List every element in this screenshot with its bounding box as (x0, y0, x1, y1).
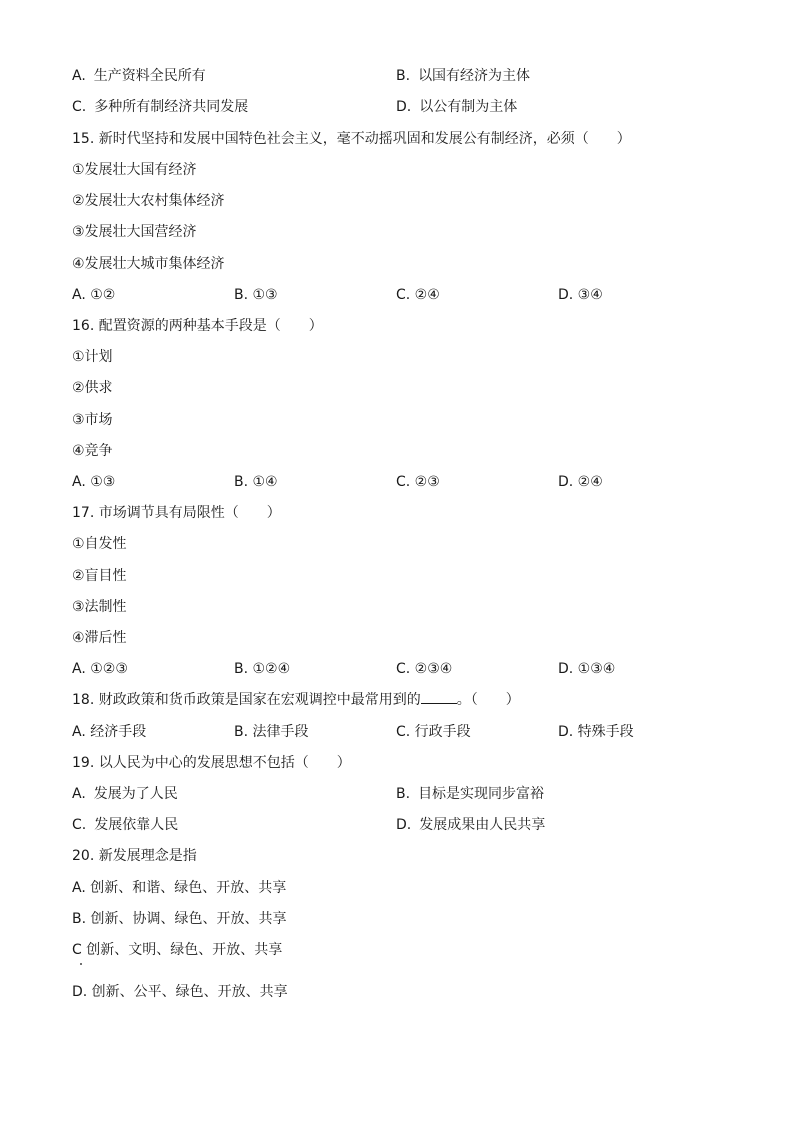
option-label: C. (72, 99, 87, 115)
stray-dot (80, 963, 82, 965)
q20-option-a: A. 创新、和谐、绿色、开放、共享 (72, 880, 287, 896)
option-label: D. (396, 817, 412, 833)
q19-option-c (72, 816, 178, 834)
q14-option-c (72, 98, 248, 116)
q17-option-d: D. ①③④ (558, 661, 616, 677)
q16-statement-2: ②供求 (72, 380, 113, 396)
q17-statement-4: ④滞后性 (72, 630, 127, 646)
option-text: 发展依靠人民 (94, 817, 179, 833)
q16-option-a: A. ①③ (72, 474, 116, 490)
q18-stem-text: 18. 财政政策和货币政策是国家在宏观调控中最常用到的 (72, 692, 421, 708)
option-label: B. (396, 786, 411, 802)
q20-option-c: C 创新、文明、绿色、开放、共享 (72, 942, 283, 958)
q18-stem-tail: 。（ ） (456, 692, 520, 708)
q18-option-b: B. 法律手段 (234, 724, 309, 740)
q15-statement-3: ③发展壮大国营经济 (72, 224, 197, 240)
q16-option-d: D. ②④ (558, 474, 603, 490)
q16-statement-4: ④竞争 (72, 443, 113, 459)
option-label: B. (396, 68, 411, 84)
q18-option-a: A. 经济手段 (72, 724, 147, 740)
q17-option-a: A. ①②③ (72, 661, 128, 677)
option-text: 目标是实现同步富裕 (418, 786, 545, 802)
option-text: 生产资料全民所有 (93, 68, 206, 84)
q14-option-b (396, 67, 530, 85)
q17-statement-1: ①自发性 (72, 536, 127, 552)
q17-statement-3: ③法制性 (72, 599, 127, 615)
q14-option-a (72, 67, 206, 85)
option-label: A. (72, 786, 86, 802)
q15-option-d: D. ③④ (558, 287, 603, 303)
answer-blank (421, 691, 457, 704)
q20-stem: 20. 新发展理念是指 (72, 848, 197, 864)
option-text: 发展成果由人民共享 (419, 817, 546, 833)
q16-stem: 16. 配置资源的两种基本手段是（ ） (72, 318, 323, 334)
q19-option-d (396, 816, 545, 834)
option-text: 多种所有制经济共同发展 (94, 99, 249, 115)
q17-option-c: C. ②③④ (396, 661, 453, 677)
q16-option-b: B. ①④ (234, 474, 278, 490)
q15-statement-2: ②发展壮大农村集体经济 (72, 193, 225, 209)
q19-stem: 19. 以人民为中心的发展思想不包括（ ） (72, 755, 351, 771)
q19-option-b (396, 785, 544, 803)
q15-statement-1: ①发展壮大国有经济 (72, 162, 197, 178)
q15-stem: 15. 新时代坚持和发展中国特色社会主义，毫不动摇巩固和发展公有制经济，必须（ ） (72, 131, 631, 147)
q17-option-b: B. ①②④ (234, 661, 291, 677)
q17-stem: 17. 市场调节具有局限性（ ） (72, 505, 281, 521)
q20-option-b: B. 创新、协调、绿色、开放、共享 (72, 911, 287, 927)
q14-option-d (396, 98, 517, 116)
option-label: C. (72, 817, 87, 833)
q20-option-d: D. 创新、公平、绿色、开放、共享 (72, 984, 288, 1000)
q15-option-c: C. ②④ (396, 287, 440, 303)
q18-option-d: D. 特殊手段 (558, 724, 634, 740)
q15-option-b: B. ①③ (234, 287, 278, 303)
q16-statement-3: ③市场 (72, 412, 113, 428)
q18-stem (72, 691, 520, 709)
q17-statement-2: ②盲目性 (72, 568, 127, 584)
q16-option-c: C. ②③ (396, 474, 440, 490)
q15-statement-4: ④发展壮大城市集体经济 (72, 256, 225, 272)
q19-option-a (72, 785, 178, 803)
option-label: D. (396, 99, 412, 115)
q18-option-c: C. 行政手段 (396, 724, 471, 740)
option-text: 发展为了人民 (93, 786, 178, 802)
option-text: 以国有经济为主体 (418, 68, 531, 84)
option-label: A. (72, 68, 86, 84)
option-text: 以公有制为主体 (419, 99, 518, 115)
q15-option-a: A. ①② (72, 287, 116, 303)
q16-statement-1: ①计划 (72, 349, 113, 365)
